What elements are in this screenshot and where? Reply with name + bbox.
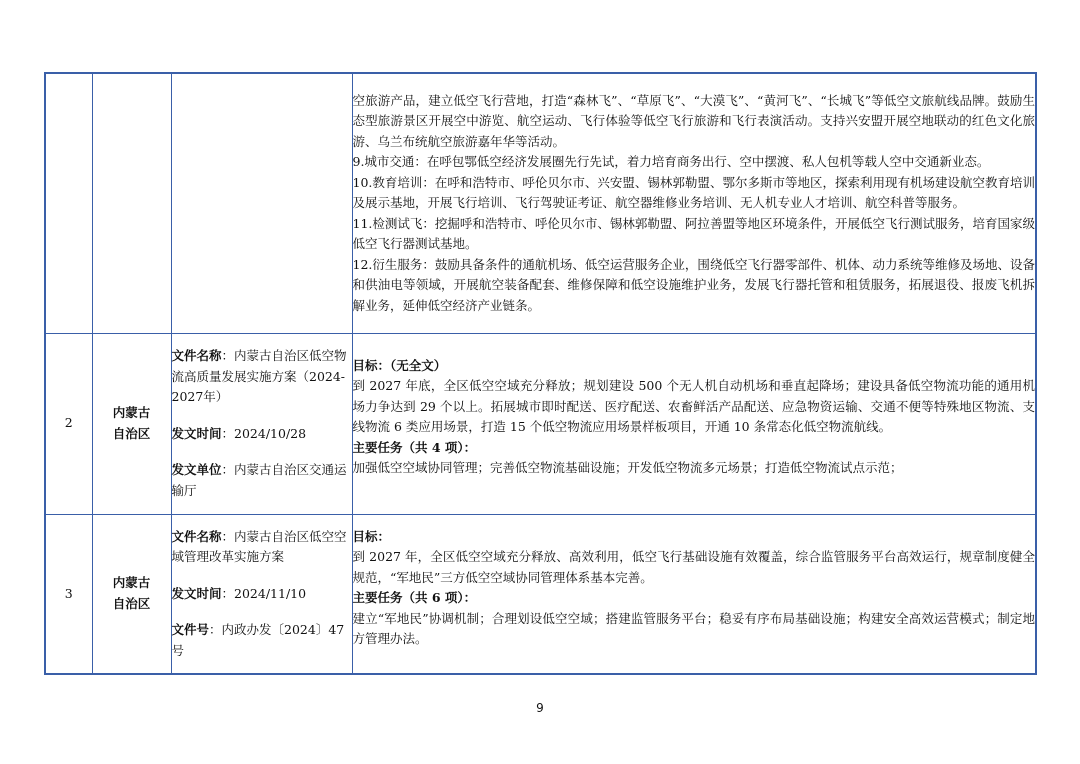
paragraph-derived-services: 12.衍生服务：鼓励具备条件的通航机场、低空运营服务企业，围绕低空飞行器零部件、机体、动力系统等维修及场地、设备和供油电等领域，开展航空装备配套、维修保障和低空设施维护业务，发展飞行器托管和租赁服务，拓展退役、报废飞机拆解业务，延伸低空经济产业链条。 bbox=[352, 256, 1035, 313]
content-cell bbox=[352, 514, 1036, 674]
doc-name-value: ：内蒙古自治区低空空域管理改革实施方案 bbox=[171, 528, 347, 564]
doc-info-cell bbox=[171, 333, 352, 514]
table-row bbox=[45, 333, 1036, 514]
content-cell bbox=[352, 333, 1036, 514]
goal-text: 到 2027 年底，全区低空空域充分释放；规划建设 500 个无人机自动机场和垂直起降场；建设具备低空物流功能的通用机场力争达到 29 个以上。拓展城市即时配送、医疗配送、农畜鲜活产品配送、应急物资运输、交通不便等特殊地区物流、支线物流 6 类应用场景，打造 15 个低空物流应用场景样板项目，开通 10 条常态化低空物流航线。 bbox=[352, 378, 1035, 434]
doc-date-label: 发文时间 bbox=[171, 585, 222, 601]
paragraph-tourism: 空旅游产品，建立低空飞行营地，打造“森林飞”、“草原飞”、“大漠飞”、“黄河飞”、“长城飞”等低空文旅航线品牌。鼓励生态型旅游景区开展空中游览、航空运动、飞行体验等低空飞行旅游和飞行表演活动。支持兴安盟开展空地联动的红色文化旅游、乌兰布统航空旅游嘉年华等活动。 bbox=[352, 92, 1035, 149]
page-number: 9 bbox=[536, 701, 544, 715]
goal-text: 到 2027 年，全区低空空域充分释放、高效利用，低空飞行基础设施有效覆盖，综合监管服务平台高效运行，规章制度健全规范，“军地民”三方低空空域协同管理体系基本完善。 bbox=[352, 549, 1035, 585]
num-cell-empty bbox=[45, 73, 92, 333]
doc-number-value: ：内政办发〔2024〕47 号 bbox=[171, 622, 345, 658]
table-row-continuation bbox=[45, 73, 1036, 333]
region-name: 内蒙古自治区 bbox=[112, 405, 151, 441]
region-cell-empty bbox=[92, 73, 171, 333]
doc-number bbox=[172, 620, 352, 661]
row-number: 3 bbox=[45, 514, 92, 674]
doc-date bbox=[172, 584, 352, 605]
doc-name bbox=[172, 527, 352, 568]
doc-issuer-value: ：内蒙古自治区交通运输厅 bbox=[171, 462, 347, 498]
tasks-text: 加强低空空域协同管理；完善低空物流基础设施；开发低空物流多元场景；打造低空物流试点示范； bbox=[352, 460, 903, 475]
doc-name-label: 文件名称 bbox=[171, 348, 222, 363]
doc-name-label: 文件名称 bbox=[171, 528, 222, 544]
tasks-text: 建立“军地民”协调机制；合理划设低空空域；搭建监管服务平台；稳妥有序布局基础设施；构建安全高效运营模式；制定地方管理办法。 bbox=[352, 610, 1035, 646]
doc-cell-empty bbox=[171, 73, 352, 333]
region-cell bbox=[92, 333, 171, 514]
row-number: 2 bbox=[45, 333, 92, 514]
doc-name-value: ：内蒙古自治区低空物流高质量发展实施方案（2024-2027年） bbox=[171, 348, 347, 404]
doc-date-label: 发文时间 bbox=[171, 425, 222, 441]
doc-date-value: ：2024/10/28 bbox=[221, 425, 307, 441]
region-name: 内蒙古自治区 bbox=[112, 575, 151, 611]
policy-table bbox=[44, 72, 1037, 675]
paragraph-education: 10.教育培训：在呼和浩特市、呼伦贝尔市、兴安盟、锡林郭勒盟、鄂尔多斯市等地区，探索利用现有机场建设航空教育培训及展示基地，开展飞行培训、飞行驾驶证考证、航空器维修业务培训、无人机专业人才培训、航空科普等服务。 bbox=[352, 174, 1035, 210]
doc-date bbox=[172, 424, 352, 445]
doc-number-label: 文件号 bbox=[171, 622, 210, 637]
doc-issuer-label: 发文单位 bbox=[171, 462, 222, 477]
content-cell-continuation bbox=[352, 73, 1036, 333]
goal-heading: 目标：（无全文） bbox=[352, 357, 447, 373]
tasks-heading: 主要任务（共 6 项）： bbox=[352, 590, 477, 605]
table-row bbox=[45, 514, 1036, 674]
goal-heading: 目标： bbox=[352, 528, 391, 544]
doc-date-value: ：2024/11/10 bbox=[221, 585, 307, 601]
paragraph-urban-traffic: 9.城市交通：在呼包鄂低空经济发展圈先行先试，着力培育商务出行、空中摆渡、私人包机等载人空中交通新业态。 bbox=[352, 154, 990, 169]
region-cell bbox=[92, 514, 171, 674]
doc-info-cell bbox=[171, 514, 352, 674]
doc-name bbox=[172, 346, 352, 408]
doc-issuer bbox=[172, 460, 352, 501]
paragraph-test-flight: 11.检测试飞：挖掘呼和浩特市、呼伦贝尔市、锡林郭勒盟、阿拉善盟等地区环境条件，开展低空飞行测试服务，培育国家级低空飞行器测试基地。 bbox=[352, 215, 1035, 251]
tasks-heading: 主要任务（共 4 项）： bbox=[352, 439, 477, 455]
